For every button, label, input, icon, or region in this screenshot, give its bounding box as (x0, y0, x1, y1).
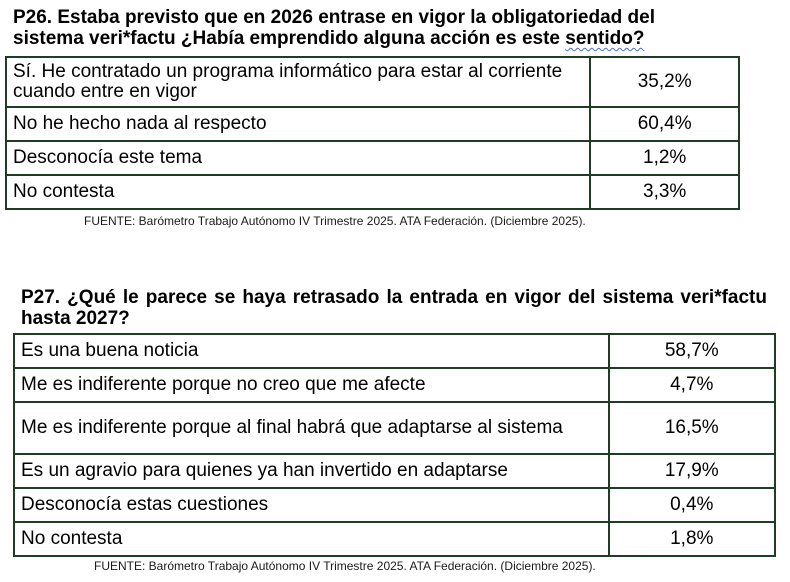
p26-row-value: 3,3% (590, 175, 739, 209)
p26-question (13, 7, 743, 49)
p27-row-label: No contesta (14, 522, 609, 556)
p26-row-label: No he hecho nada al respecto (6, 107, 590, 141)
table-row (6, 175, 739, 209)
table-row (14, 488, 775, 522)
p27-row-value: 1,8% (609, 522, 776, 556)
table-row (6, 107, 739, 141)
p27-row-label: Es un agravio para quienes ya han invertido en adaptarse (14, 454, 609, 488)
p26-row-label: No contesta (6, 175, 590, 209)
table-row (6, 141, 739, 175)
p26-question-underlined-word: sentido? (565, 28, 645, 49)
p27-row-label: Me es indiferente porque al final habrá que adaptarse al sistema (14, 402, 609, 454)
p27-row-value: 0,4% (609, 488, 776, 522)
p26-question-line2: sistema veri*factu ¿Había emprendido alguna acción es este (13, 28, 566, 49)
p26-results-table (5, 56, 740, 210)
p26-row-label: Desconocía este tema (6, 141, 590, 175)
table-row (6, 57, 739, 107)
p26-row-label: Sí. He contratado un programa informático para estar al corriente cuando entre en vigor (6, 57, 590, 107)
p27-source-note: FUENTE: Barómetro Trabajo Autónomo IV Trimestre 2025. ATA Federación. (Diciembre 2025). (94, 559, 596, 573)
p27-row-value: 17,9% (609, 454, 776, 488)
table-row (14, 402, 775, 454)
p27-row-label: Desconocía estas cuestiones (14, 488, 609, 522)
p27-row-label: Me es indiferente porque no creo que me afecte (14, 368, 609, 402)
p27-row-value: 58,7% (609, 334, 776, 368)
p26-source-note: FUENTE: Barómetro Trabajo Autónomo IV Trimestre 2025. ATA Federación. (Diciembre 2025). (84, 214, 586, 228)
p27-row-value: 4,7% (609, 368, 776, 402)
p27-question: P27. ¿Qué le parece se haya retrasado la entrada en vigor del sistema veri*factu hasta 2027? (21, 287, 767, 329)
p26-question-line1: P26. Estaba previsto que en 2026 entrase en vigor la obligatoriedad del (13, 7, 656, 28)
p27-row-value: 16,5% (609, 402, 776, 454)
p26-row-value: 35,2% (590, 57, 739, 107)
p26-row-value: 1,2% (590, 141, 739, 175)
p27-results-table (13, 333, 776, 557)
p26-row-value: 60,4% (590, 107, 739, 141)
table-row (14, 522, 775, 556)
table-row (14, 454, 775, 488)
p27-row-label: Es una buena noticia (14, 334, 609, 368)
table-row (14, 368, 775, 402)
table-row (14, 334, 775, 368)
